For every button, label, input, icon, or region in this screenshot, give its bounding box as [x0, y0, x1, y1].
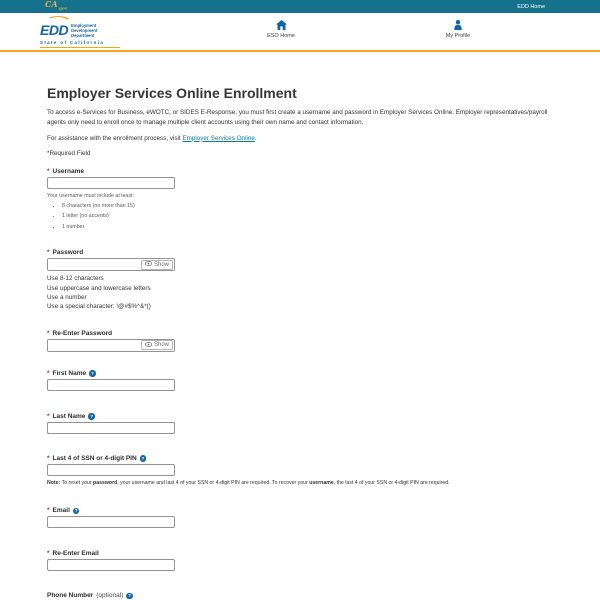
nav-eso-home-label: ESO Home [267, 33, 295, 39]
employer-services-online-link[interactable]: Employer Services Online [182, 134, 255, 142]
email-label: * Email ? [47, 507, 78, 515]
password-rules [47, 274, 553, 312]
username-rule: • 8 characters (no more than 15) [62, 203, 553, 209]
password-rule: Use a special character: !@#$%^&*() [47, 303, 151, 311]
username-label: * Username [47, 167, 84, 175]
username-input[interactable] [47, 177, 175, 189]
username-hint-title: Your username must include at least: [47, 192, 134, 199]
ssn-pin-note: Note: To reset your password, your username and last 4 of your SSN or 4-digit PIN are required. To recover your username, the last 4 of your SSN or 4-digit PIN are required. [47, 479, 450, 486]
phone-help-icon[interactable]: ? [128, 593, 131, 599]
first-name-help-icon[interactable]: ? [90, 370, 94, 376]
username-rule: • 1 number [62, 224, 553, 230]
page-title: Employer Services Online Enrollment [47, 85, 297, 101]
reenter-email-label: * Re-Enter Email [47, 550, 99, 558]
username-group [47, 168, 553, 231]
email-input[interactable] [47, 516, 175, 528]
edd-logo-state-text: State of California [40, 39, 120, 49]
edd-home-link[interactable]: EDD Home [517, 3, 545, 10]
assistance-line: For assistance with the enrollment process, visit Employer Services Online. [47, 134, 257, 142]
eye-icon [145, 342, 152, 349]
ca-gov-logo[interactable] [45, 0, 68, 14]
password-rule: Use uppercase and lowercase letters [47, 284, 151, 292]
password-label: * Password [47, 249, 84, 257]
first-name-group [47, 370, 553, 391]
email-group [47, 507, 553, 528]
last-name-group [47, 413, 553, 434]
edd-logo-department-lines: Employment Development Department [71, 23, 98, 39]
phone-optional-text: (optional) [96, 592, 124, 600]
person-icon [453, 20, 463, 30]
nav-my-profile-label: My Profile [445, 33, 471, 39]
nav-eso-home[interactable] [251, 20, 311, 39]
last-name-help-icon[interactable]: ? [90, 413, 94, 419]
first-name-label: * First Name ? [47, 369, 94, 377]
edd-logo-text: EDD [40, 22, 69, 38]
phone-group [47, 592, 553, 600]
password-input[interactable] [48, 259, 141, 270]
password-group [47, 249, 553, 312]
password-show-button[interactable]: Show [141, 260, 173, 270]
intro-paragraph: To access e-Services for Business, eWOTC, or SIDES E-Response, you must first create a username and password in Employer Services Online. Employer representatives/payroll agents only need to enroll once to manage multiple client accounts using their own name and contact information. [47, 109, 548, 126]
last-name-label: * Last Name ? [47, 412, 94, 420]
ssn-pin-help-icon[interactable]: ? [141, 455, 145, 461]
phone-label: Phone Number (optional) ? [47, 592, 131, 600]
reenter-password-label: * Re-Enter Password [47, 329, 113, 337]
username-rule: • 1 letter (no accents) [62, 213, 553, 219]
nav-my-profile[interactable] [428, 20, 488, 39]
first-name-input[interactable] [47, 379, 175, 391]
eye-icon [145, 261, 152, 268]
ssn-pin-label: * Last 4 of SSN or 4-digit PIN ? [47, 454, 145, 462]
top-utility-bar [0, 0, 600, 13]
home-icon [276, 20, 287, 30]
site-header [0, 13, 600, 52]
main-content [0, 85, 600, 600]
ssn-pin-group [47, 455, 553, 487]
password-rule: Use a number [47, 294, 87, 301]
email-help-icon[interactable]: ? [74, 508, 78, 514]
reenter-email-input[interactable] [47, 559, 175, 571]
reenter-password-group [47, 330, 553, 352]
reenter-password-input[interactable] [48, 340, 141, 351]
username-rules-list [62, 203, 553, 231]
ca-gov-logo-suffix: .gov [57, 5, 68, 11]
last-name-input[interactable] [47, 422, 175, 434]
reenter-password-field [47, 339, 175, 352]
required-field-note: *Required Field [47, 149, 91, 157]
reenter-email-group [47, 550, 553, 571]
edd-logo[interactable] [40, 16, 120, 48]
password-rule: Use 8-12 characters [47, 275, 104, 283]
ssn-pin-input[interactable] [47, 464, 175, 476]
ca-gov-logo-text: CA [45, 0, 58, 10]
password-field [47, 258, 175, 271]
reenter-password-show-button[interactable]: Show [141, 340, 173, 350]
